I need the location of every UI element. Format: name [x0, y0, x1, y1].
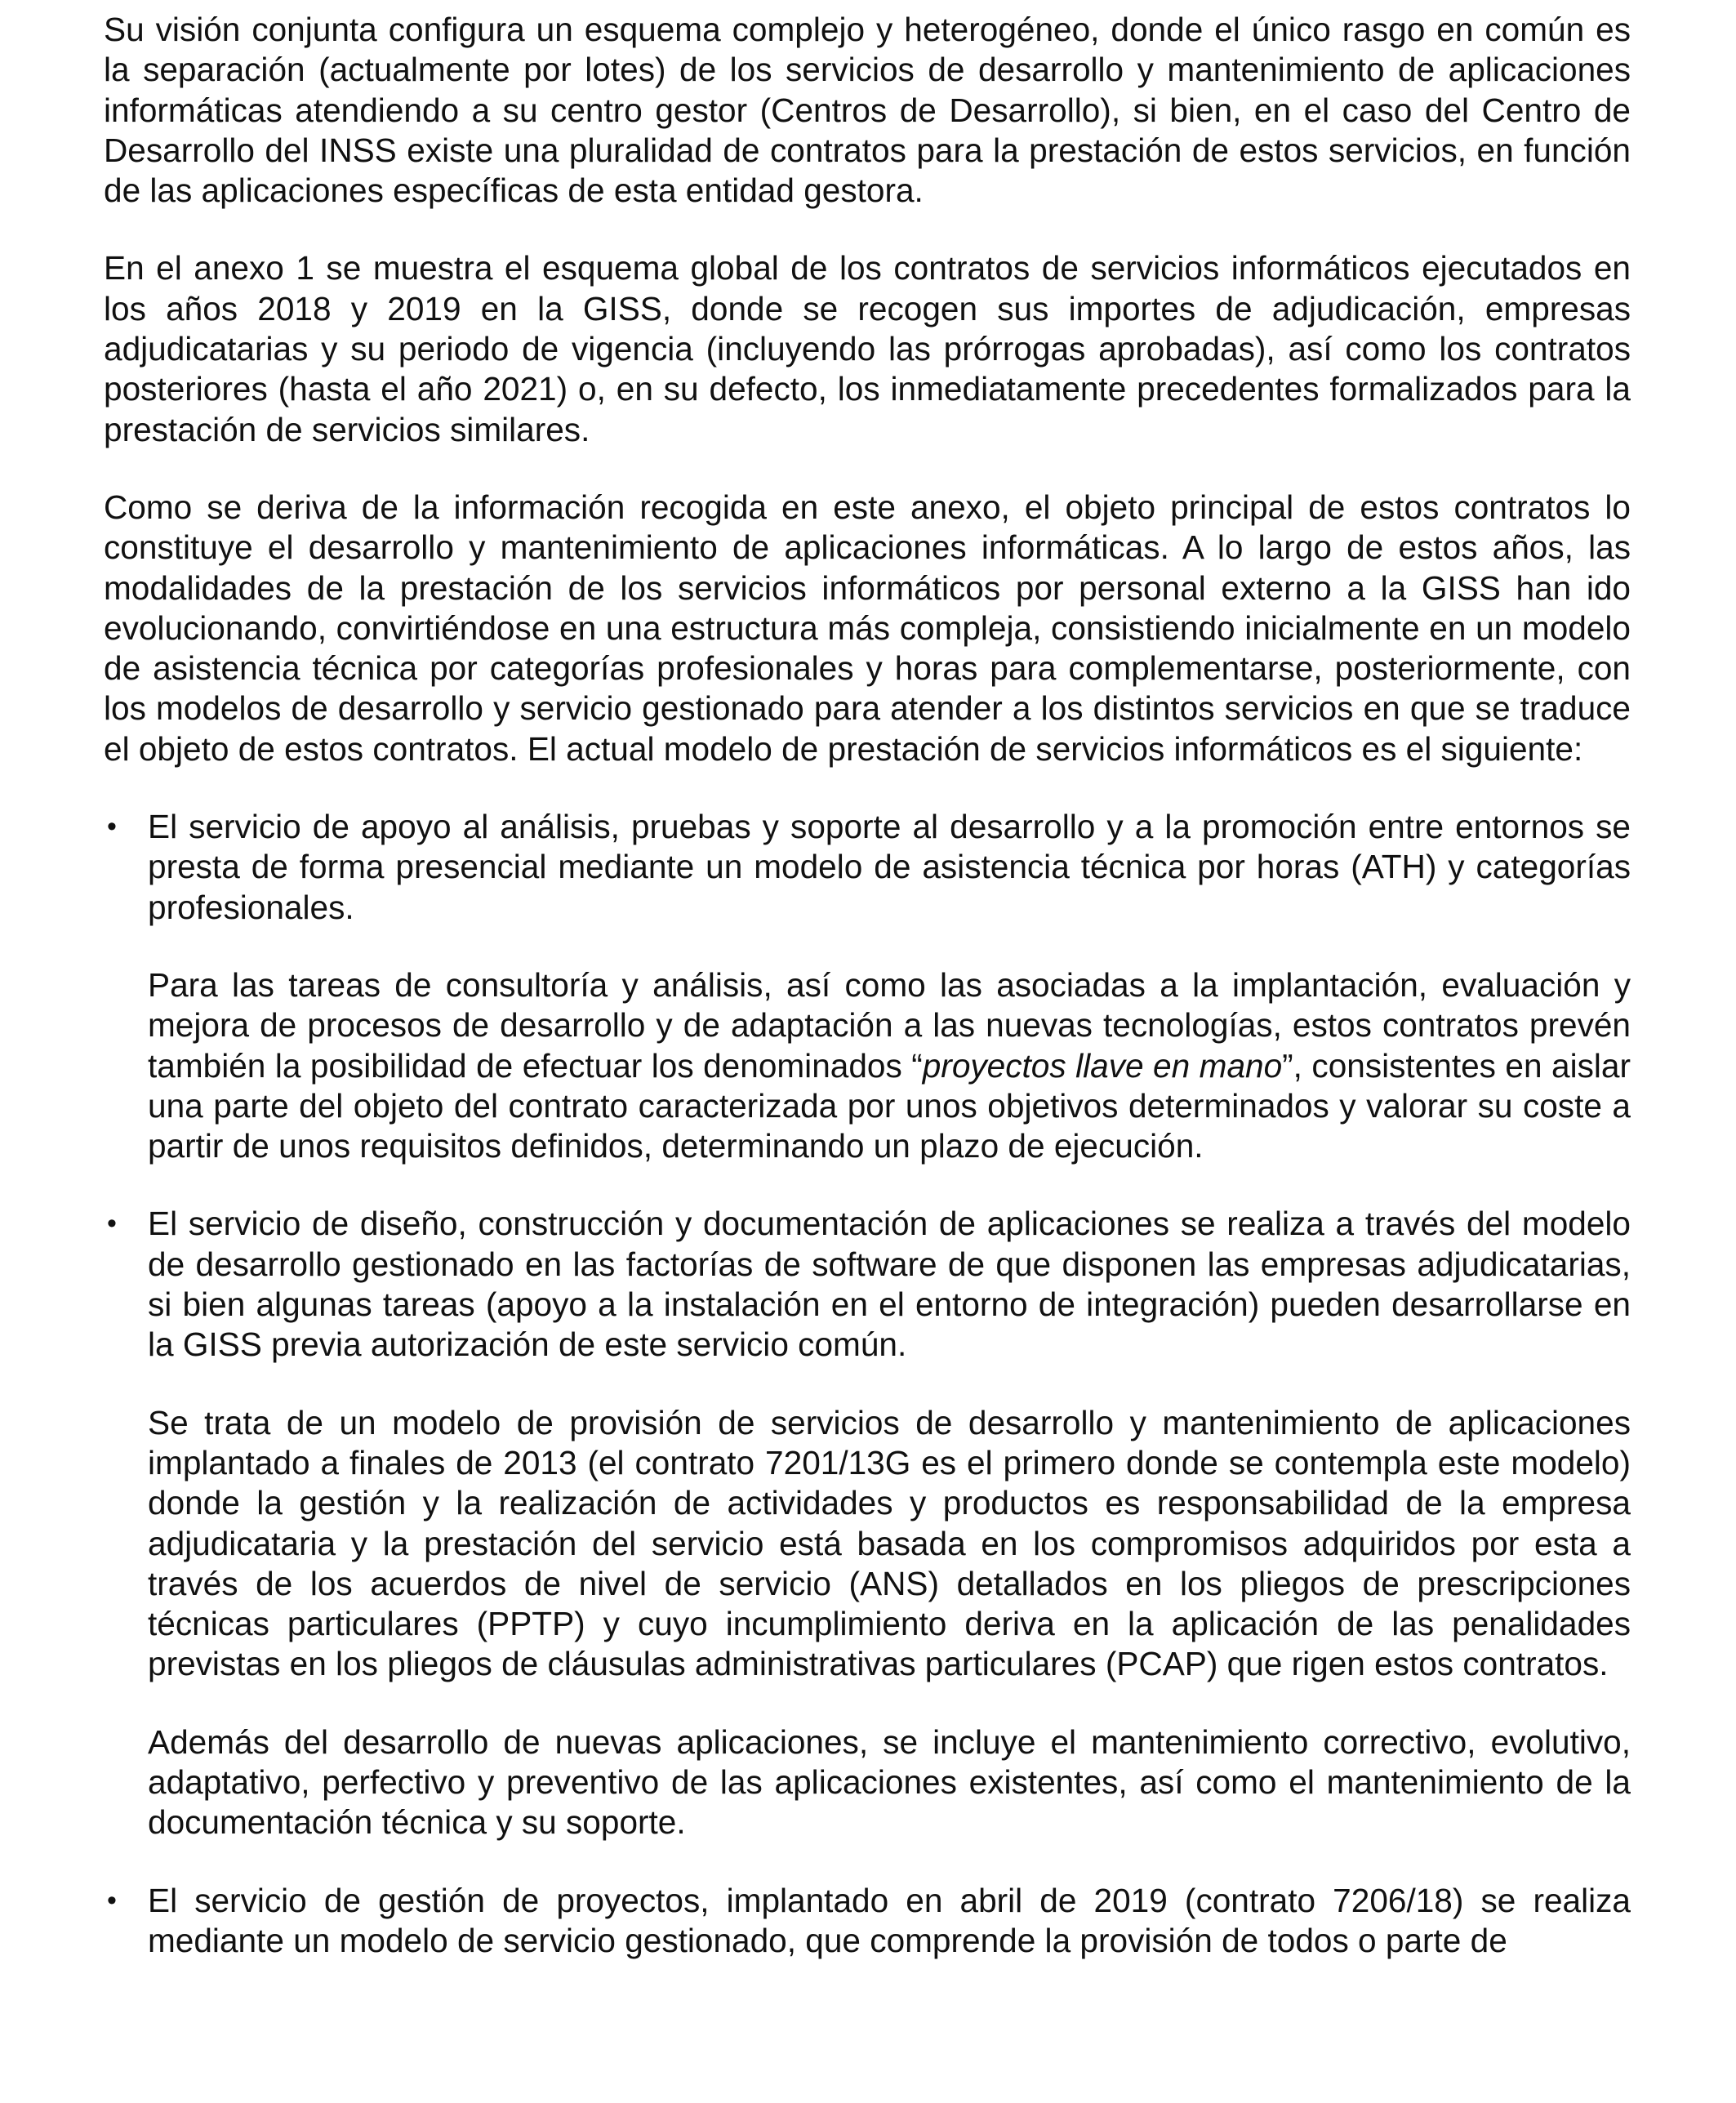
continuation-text: ”, consistentes en aislar una parte del objeto del contrato caracterizada por unos objetivos determinados y valorar su coste a partir de unos requisitos definidos, determinando un plazo de ejecución.	[148, 1046, 1631, 1165]
list-item-text: El servicio de gestión de proyectos, implantado en abril de 2019 (contrato 7206/18) se realiza mediante un modelo de servicio gestionado, que comprende la provisión de todos o parte de	[148, 1881, 1631, 1959]
document-page	[104, 10, 1631, 1961]
paragraph-2: En el anexo 1 se muestra el esquema global de los contratos de servicios informáticos ejecutados en los años 2018 y 2019 en la GISS, donde se recogen sus importes de adjudicación, empresas adjudicatarias y su periodo de vigencia (incluyendo las prórrogas aprobadas), así como los contratos posteriores (hasta el año 2021) o, en su defecto, los inmediatamente precedentes formalizados para la prestación de servicios similares.	[104, 249, 1631, 448]
list-item-continuation: Se trata de un modelo de provisión de servicios de desarrollo y mantenimiento de aplicaciones implantado a finales de 2013 (el contrato 7201/13G es el primero donde se contempla este modelo) donde la gestión y la realización de actividades y productos es responsabilidad de la empresa adjudicataria y la prestación del servicio está basada en los compromisos adquiridos por esta a través de los acuerdos de nivel de servicio (ANS) detallados en los pliegos de prescripciones técnicas particulares (PPTP) y cuyo incumplimiento deriva en la aplicación de las penalidades previstas en los pliegos de cláusulas administrativas particulares (PCAP) que rigen estos contratos.	[148, 1403, 1631, 1683]
service-model-list	[104, 807, 1631, 1961]
bullet-icon: •	[107, 1884, 117, 1916]
bullet-icon: •	[107, 1208, 117, 1240]
list-item	[104, 1204, 1631, 1842]
paragraph-1: Su visión conjunta configura un esquema complejo y heterogéneo, donde el único rasgo en común es la separación (actualmente por lotes) de los servicios de desarrollo y mantenimiento de aplicaciones informáticas atendiendo a su centro gestor (Centros de Desarrollo), si bien, en el caso del Centro de Desarrollo del INSS existe una pluralidad de contratos para la prestación de estos servicios, en función de las aplicaciones específicas de esta entidad gestora.	[104, 11, 1631, 210]
bullet-icon: •	[107, 811, 117, 843]
list-item-continuation: Además del desarrollo de nuevas aplicaciones, se incluye el mantenimiento correctivo, evolutivo, adaptativo, perfectivo y preventivo de las aplicaciones existentes, así como el mantenimiento de la documentación técnica y su soporte.	[148, 1722, 1631, 1842]
list-item	[104, 807, 1631, 1166]
italic-term: proyectos llave en mano	[922, 1046, 1283, 1085]
paragraph-3: Como se deriva de la información recogida en este anexo, el objeto principal de estos contratos lo constituye el desarrollo y mantenimiento de aplicaciones informáticas. A lo largo de estos años, las modalidades de la prestación de los servicios informáticos por personal externo a la GISS han ido evolucionando, convirtiéndose en una estructura más compleja, consistiendo inicialmente en un modelo de asistencia técnica por categorías profesionales y horas para complementarse, posteriormente, con los modelos de desarrollo y servicio gestionado para atender a los distintos servicios en que se traduce el objeto de estos contratos. El actual modelo de prestación de servicios informáticos es el siguiente:	[104, 488, 1631, 768]
list-item-continuation	[148, 965, 1631, 1166]
list-item	[104, 1881, 1631, 1962]
list-item-text: El servicio de apoyo al análisis, pruebas y soporte al desarrollo y a la promoción entre entornos se presta de forma presencial mediante un modelo de asistencia técnica por horas (ATH) y categorías profesionales.	[148, 808, 1631, 926]
list-item-text: El servicio de diseño, construcción y documentación de aplicaciones se realiza a través del modelo de desarrollo gestionado en las factorías de software de que disponen las empresas adjudicatarias, si bien algunas tareas (apoyo a la instalación en el entorno de integración) pueden desarrollarse en la GISS previa autorización de este servicio común.	[148, 1205, 1631, 1364]
continuation-text: Para las tareas de consultoría y análisis, así como las asociadas a la implantación, evaluación y mejora de procesos de desarrollo y de adaptación a las nuevas tecnologías, estos contratos prevén también la posibilidad de efectuar los denominados “	[148, 965, 1631, 1085]
